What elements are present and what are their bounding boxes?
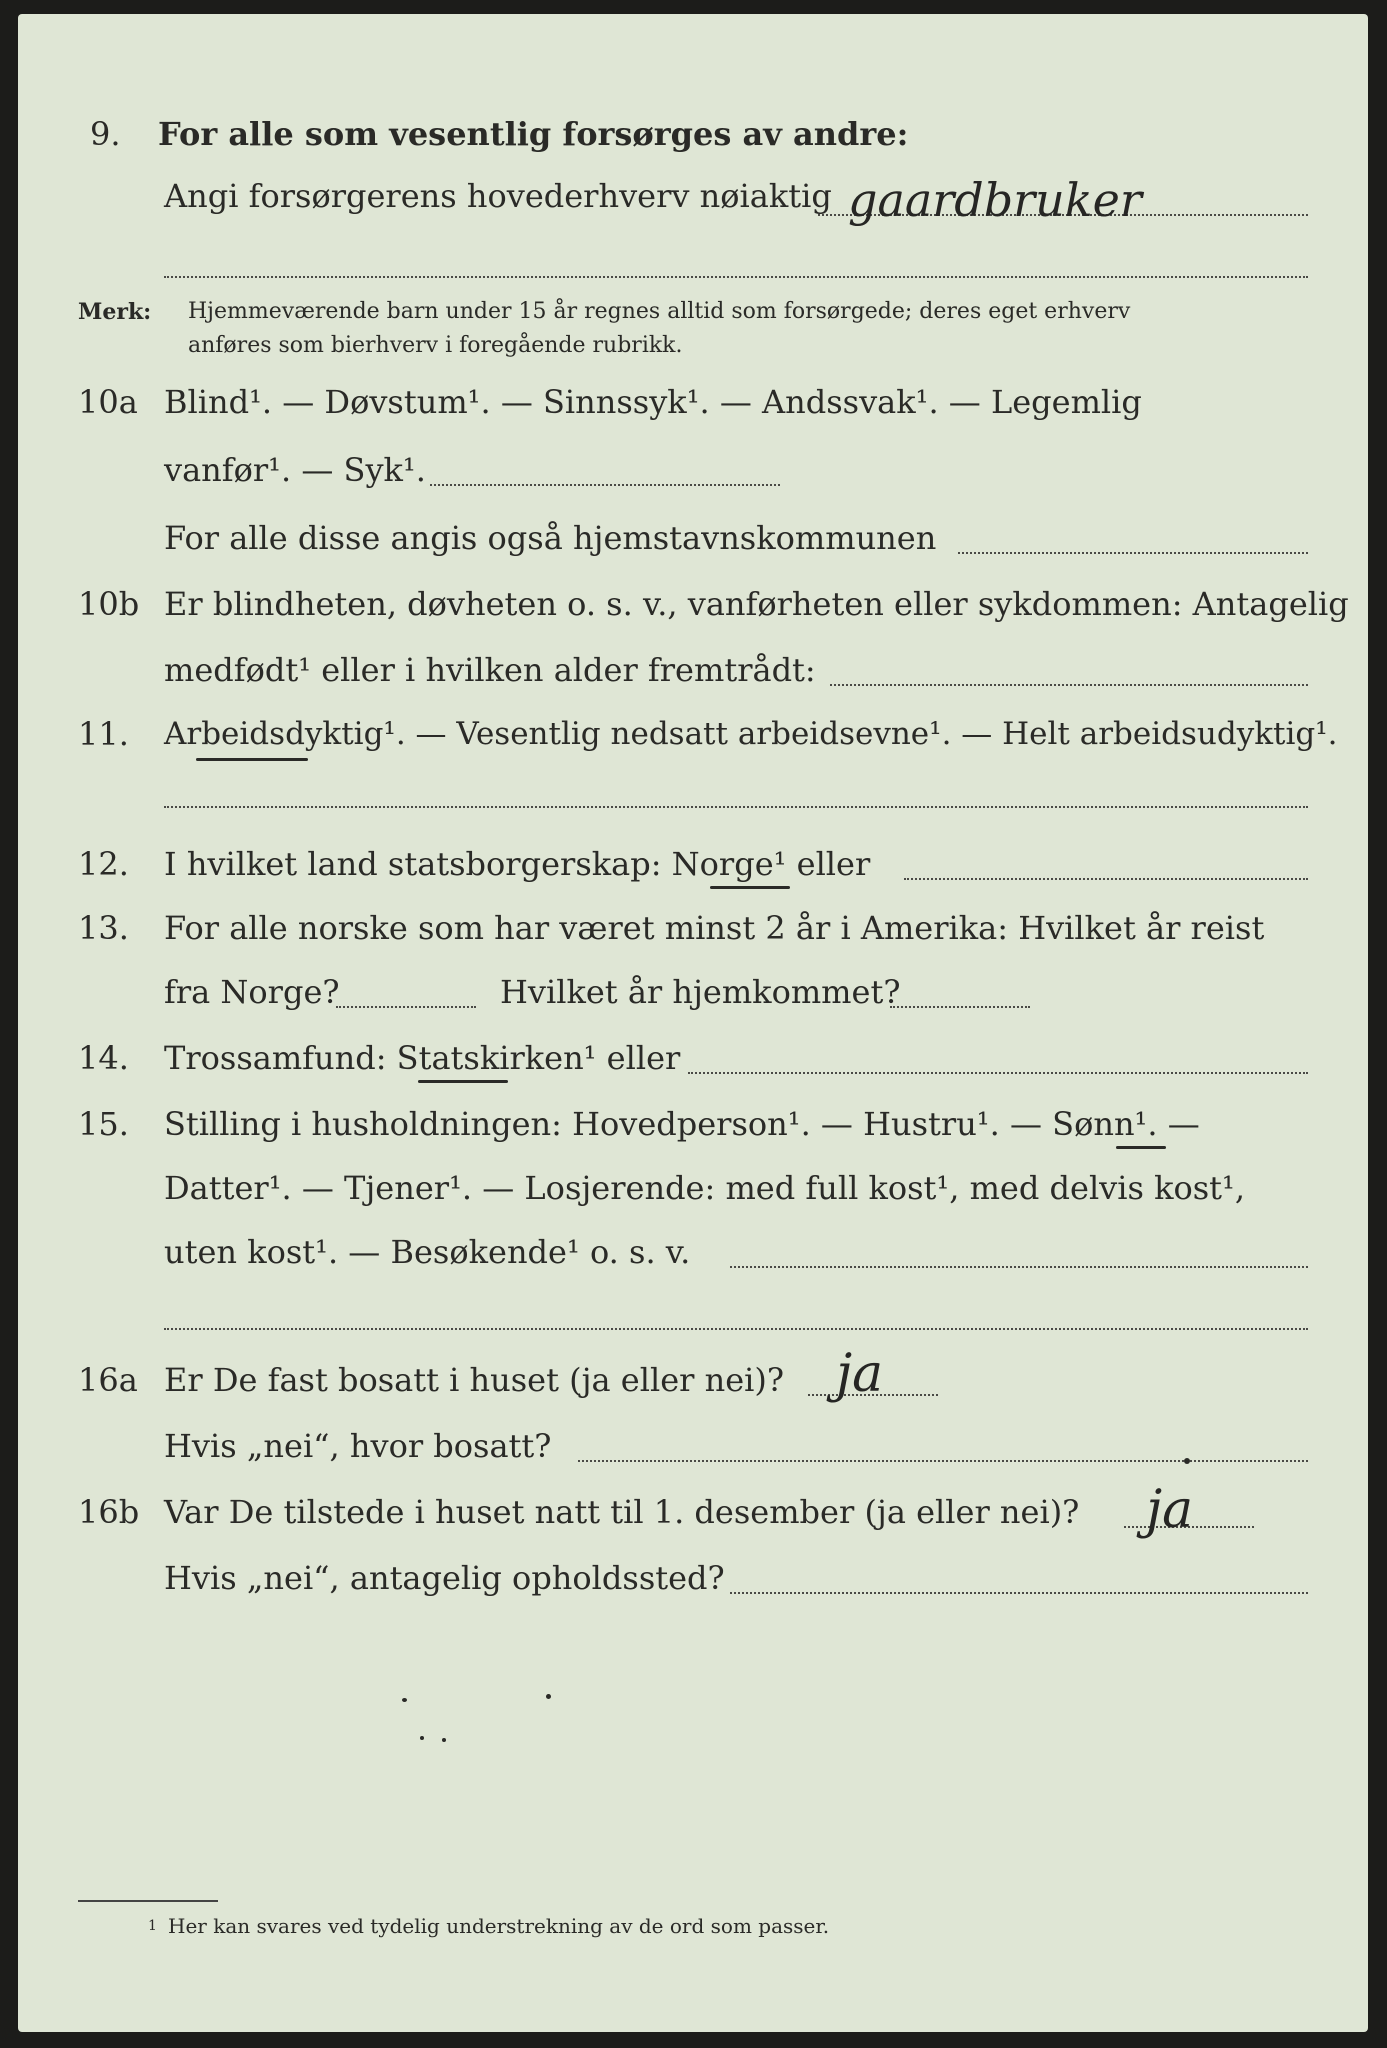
q14-underline-statskirken <box>418 1080 508 1083</box>
q9-line1: For alle som vesentlig forsørges av andre: <box>158 115 909 153</box>
q14-answer-line <box>688 1072 1308 1074</box>
q9-number: 9. <box>90 115 121 153</box>
q16b-handwritten-answer: ja <box>1146 1480 1194 1540</box>
q13-line1: For alle norske som har været minst 2 år i Amerika: Hvilket år reist <box>164 909 1265 947</box>
q10b-answer-line <box>830 684 1308 686</box>
q13-hjemkommet-line <box>890 1006 1030 1008</box>
q15-line1: Stilling i husholdningen: Hovedperson¹. — Hustru¹. — Sønn¹. — <box>164 1105 1200 1143</box>
ink-dot <box>402 1698 407 1702</box>
q10b-line2: medfødt¹ eller i hvilken alder fremtrådt: <box>164 651 816 689</box>
q10a-line3: For alle disse angis også hjemstavnskommunen <box>164 519 937 557</box>
q16a-number: 16a <box>78 1361 138 1399</box>
q12-answer-line <box>904 878 1308 880</box>
q10a-line1: Blind¹. — Døvstum¹. — Sinnssyk¹. — Andssvak¹. — Legemlig <box>164 383 1142 421</box>
q16b-line1: Var De tilstede i huset natt til 1. desember (ja eller nei)? <box>164 1493 1080 1531</box>
q11-line1: Arbeidsdyktig¹. — Vesentlig nedsatt arbeidsevne¹. — Helt arbeidsudyktig¹. <box>164 716 1338 752</box>
q10a-kommune-line <box>958 552 1308 554</box>
q13-reist-line <box>336 1006 476 1008</box>
merk-line1: Hjemmeværende barn under 15 år regnes alltid som forsørgede; deres eget erhverv <box>188 299 1131 324</box>
ink-dot <box>442 1738 446 1742</box>
census-form-page <box>18 14 1368 2032</box>
q9-line2: Angi forsørgerens hovederhverv nøiaktig <box>164 177 832 215</box>
q13-line2a: fra Norge? <box>164 973 340 1011</box>
q10a-number: 10a <box>78 383 138 421</box>
q15-line2: Datter¹. — Tjener¹. — Losjerende: med full kost¹, med delvis kost¹, <box>164 1169 1246 1207</box>
merk-label: Merk: <box>78 299 152 325</box>
q13-line2b: Hvilket år hjemkommet? <box>500 973 901 1011</box>
q12-number: 12. <box>78 845 129 883</box>
q9-handwritten-answer: gaardbruker <box>848 173 1142 227</box>
q16b-number: 16b <box>78 1493 140 1531</box>
q11-underline-arbeidsdyktig <box>196 758 308 761</box>
merk-line2: anføres som bierhverv i foregående rubrikk. <box>188 333 683 358</box>
q14-number: 14. <box>78 1039 129 1077</box>
q13-number: 13. <box>78 909 129 947</box>
q11-number: 11. <box>78 715 129 753</box>
q16a-line2: Hvis „nei“, hvor bosatt? <box>164 1427 552 1465</box>
q15-number: 15. <box>78 1105 129 1143</box>
q11-extra-line <box>164 806 1308 808</box>
q9-extra-line <box>164 276 1308 278</box>
q10b-number: 10b <box>78 585 140 623</box>
ink-dot <box>420 1736 424 1740</box>
q16a-bosatt-line <box>578 1460 1308 1462</box>
q10b-line1: Er blindheten, døvheten o. s. v., vanførheten eller sykdommen: Antagelig <box>164 585 1349 623</box>
q12-underline-norge <box>710 886 790 889</box>
footnote-rule <box>78 1900 218 1902</box>
q10a-syk-line <box>430 484 780 486</box>
q16a-line1: Er De fast bosatt i huset (ja eller nei)? <box>164 1361 785 1399</box>
q12-line1: I hvilket land statsborgerskap: Norge¹ eller <box>164 845 871 883</box>
q15-answer-line <box>730 1266 1308 1268</box>
ink-dot <box>1184 1458 1190 1464</box>
footnote-mark: 1 <box>148 1918 157 1934</box>
q15-underline-sonn <box>1116 1146 1166 1149</box>
q14-line1: Trossamfund: Statskirken¹ eller <box>164 1039 681 1077</box>
q16a-handwritten-answer: ja <box>836 1344 884 1404</box>
q15-line3: uten kost¹. — Besøkende¹ o. s. v. <box>164 1233 691 1271</box>
q16b-line2: Hvis „nei“, antagelig opholdssted? <box>164 1559 725 1597</box>
ink-dot <box>546 1694 551 1699</box>
q15-extra-line <box>164 1328 1308 1330</box>
q10a-line2: vanfør¹. — Syk¹. <box>164 451 426 489</box>
footnote-text: Her kan svares ved tydelig understrekning av de ord som passer. <box>168 1914 830 1938</box>
q16b-opholdssted-line <box>730 1592 1308 1594</box>
